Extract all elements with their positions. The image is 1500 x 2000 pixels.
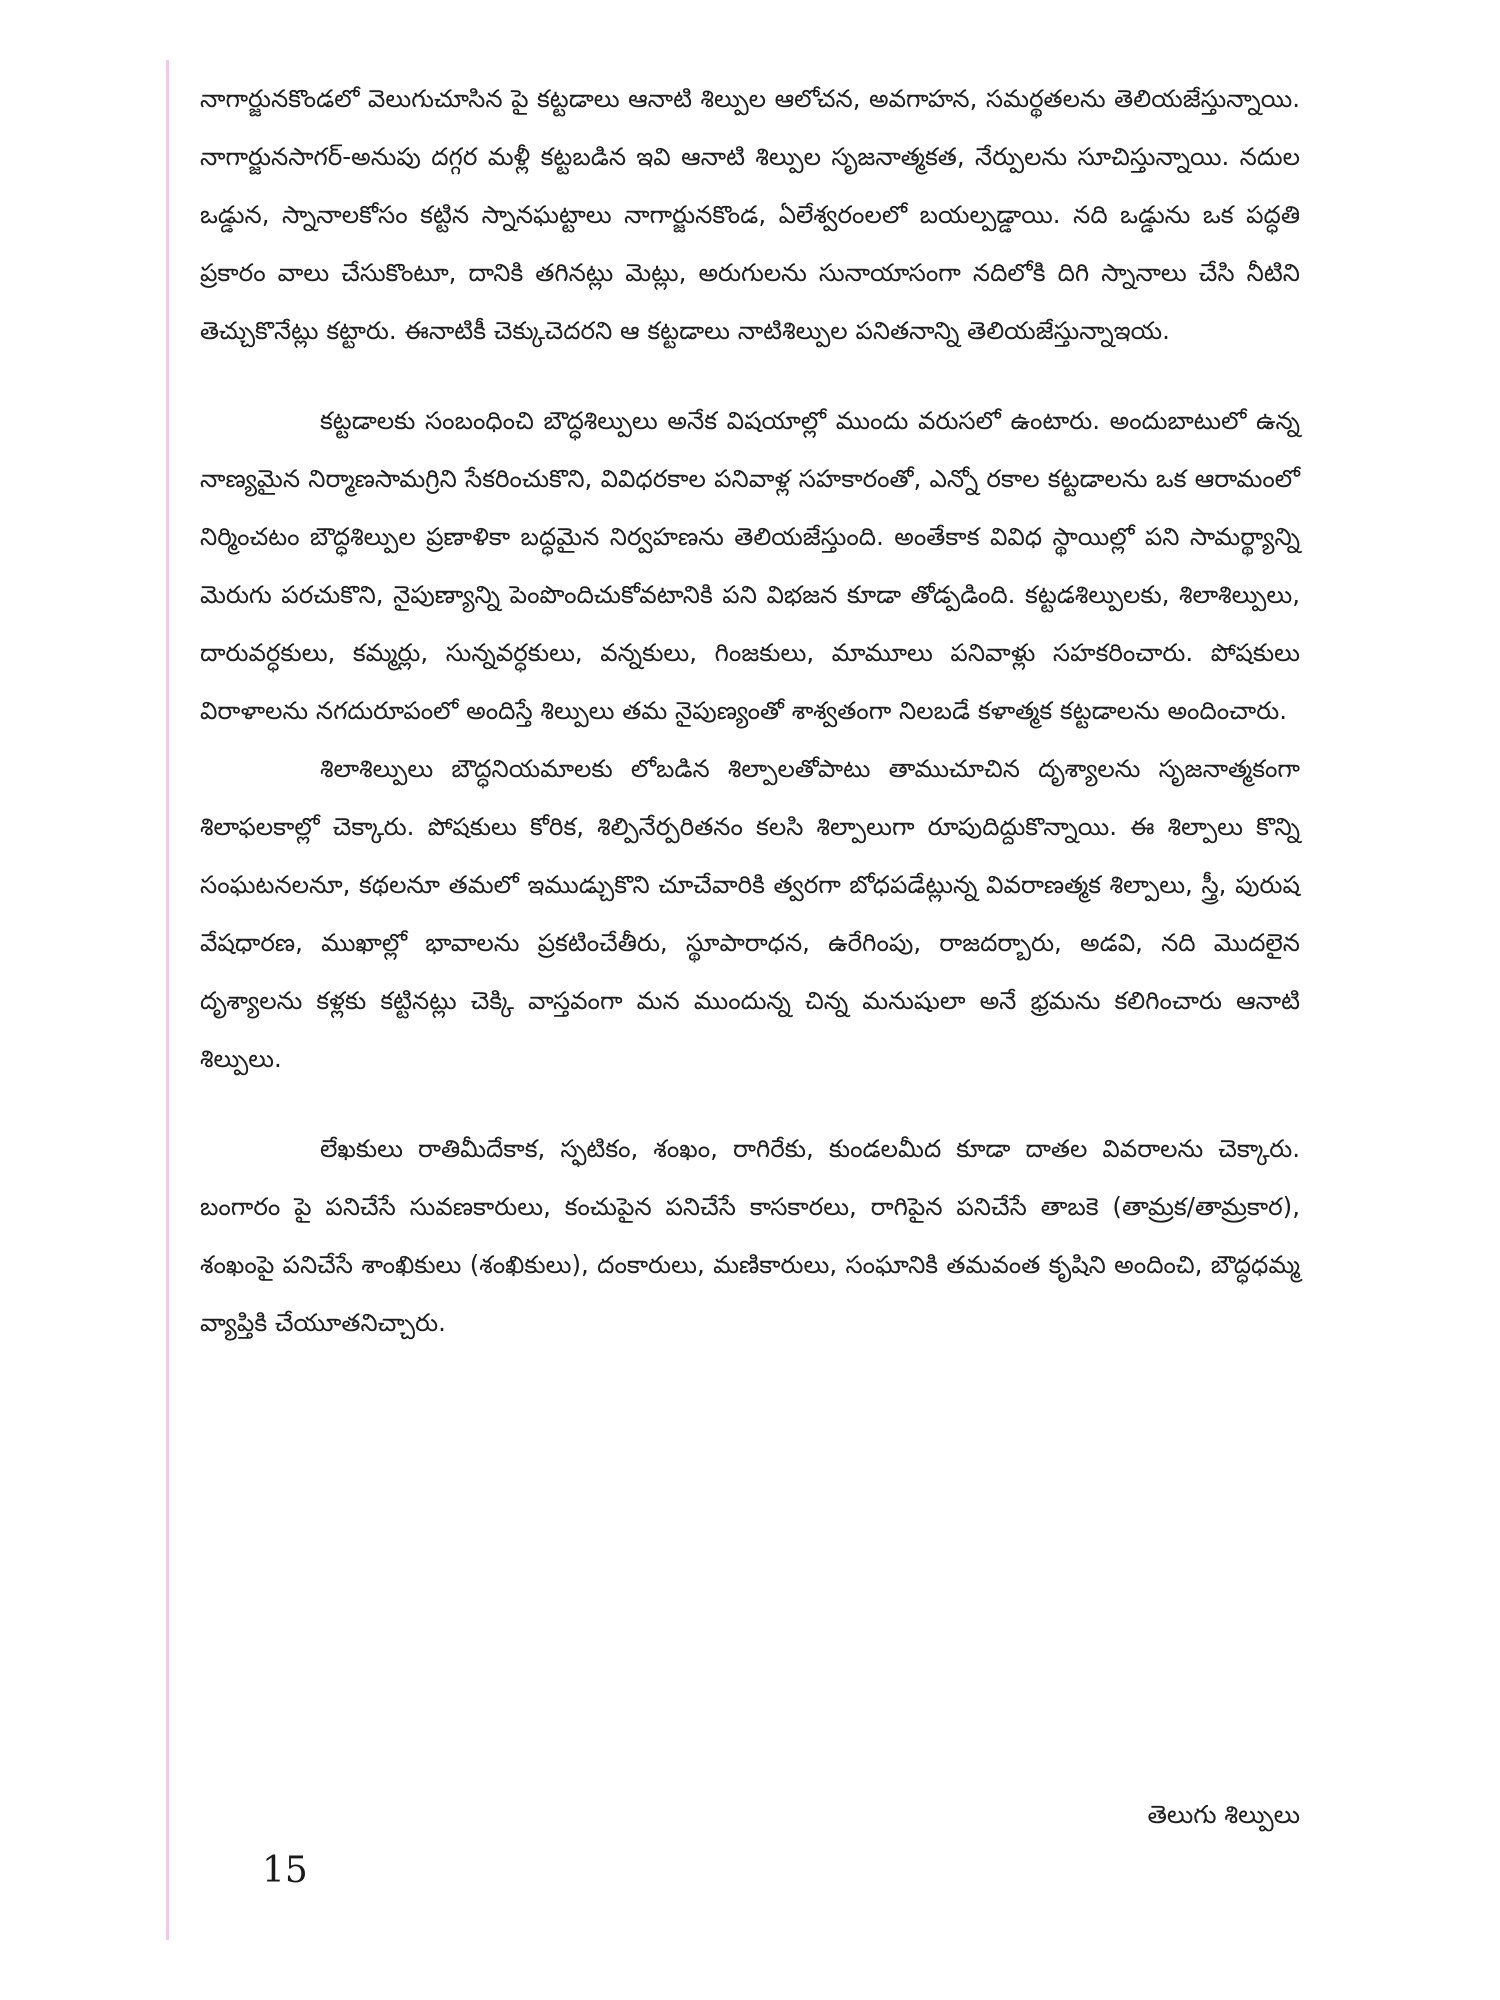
paragraph-3: శిలాశిల్పులు బౌద్ధనియమాలకు లోబడిన శిల్పాలతోపాటు తాముచూచిన దృశ్యాలను సృజనాత్మకంగా శిలాఫలకాల్లో చెక్కారు. పోషకులు కోరిక, శిల్పినేర్పరితనం కలసి శిల్పాలుగా రూపుదిద్దుకొన్నాయి. ఈ శిల్పాలు కొన్ని సంఘటనలనూ, కథలనూ తమలో ఇముడ్చుకొని చూచేవారికి త్వరగా బోధపడేట్లున్న వివరాణత్మక శిల్పాలు, స్త్రీ, పురుష వేషధారణ, ముఖాల్లో భావాలను ప్రకటించేతీరు, స్థూపారాధన, ఉరేగింపు, రాజదర్బారు, అడవి, నది మొదలైన దృశ్యాలను కళ్లకు కట్టినట్లు చెక్కి వాస్తవంగా మన ముందున్న చిన్న మనుషులా అనే భ్రమను కలిగించారు ఆనాటి శిల్పులు. [200,754,1300,1073]
body-text [200,70,1300,1352]
running-footer-title: తెలుగు శిల్పులు [1147,1800,1300,1829]
paragraph-4: లేఖకులు రాతిమీదేకాక, స్ఫటికం, శంఖం, రాగిరేకు, కుండలమీద కూడా దాతల వివరాలను చెక్కారు. బంగారం పై పనిచేసే సువణకారులు, కంచుపైన పనిచేసే కాసకారలు, రాగిపైన పనిచేసే తాబకె (తామ్రక/తామ్రకార), శంఖంపై పనిచేసే శాంఖికులు (శంఖికులు), దంకారులు, మణికారులు, సంఘానికి తమవంత కృషిని అందించి, బౌద్ధధమ్మ వ్యాప్తికి చేయూతనిచ్చారు. [200,1134,1300,1337]
paragraph-2: కట్టడాలకు సంబంధించి బౌద్ధశిల్పులు అనేక విషయాల్లో ముందు వరుసలో ఉంటారు. అందుబాటులో ఉన్న నాణ్యమైన నిర్మాణసామగ్రిని సేకరించుకొని, వివిధరకాల పనివాళ్ల సహకారంతో, ఎన్నో రకాల కట్టడాలను ఒక ఆరామంలో నిర్మించటం బౌద్ధశిల్పుల ప్రణాళికా బద్ధమైన నిర్వహణను తెలియజేస్తుంది. అంతేకాక వివిధ స్థాయిల్లో పని సామర్థ్యాన్ని మెరుగు పరచుకొని, నైపుణ్యాన్ని పెంపొందిచుకోవటానికి పని విభజన కూడా తోడ్పడింది. కట్టడశిల్పులకు, శిలాశిల్పులు, దారువర్ధకులు, కమ్మర్లు, సున్నవర్ధకులు, వన్నకులు, గింజకులు, మామూలు పనివాళ్లు సహకరించారు. పోషకులు విరాళాలను నగదురూపంలో అందిస్తే శిల్పులు తమ నైపుణ్యంతో శాశ్వతంగా నిలబడే కళాత్మక కట్టడాలను అందించారు. [200,406,1300,725]
page-number: 15 [262,1850,308,1891]
paragraph-1: నాగార్జునకొండలో వెలుగుచూసిన పై కట్టడాలు ఆనాటి శిల్పుల ఆలోచన, అవగాహన, సమర్థతలను తెలియజేస్తున్నాయి. నాగార్జునసాగర్‌-అనుపు దగ్గర మళ్లీ కట్టబడిన ఇవి ఆనాటి శిల్పుల సృజనాత్మకత, నేర్పులను సూచిస్తున్నాయి. నదుల ఒడ్డున, స్నానాలకోసం కట్టిన స్నానఘట్టాలు నాగార్జునకొండ, ఏలేశ్వరంలలో బయల్పడ్డాయి. నది ఒడ్డును ఒక పద్ధతి ప్రకారం వాలు చేసుకొంటూ, దానికి తగినట్లు మెట్లు, అరుగులను సునాయాసంగా నదిలోకి దిగి స్నానాలు చేసి నీటిని తెచ్చుకొనేట్లు కట్టారు. ఈనాటికీ చెక్కుచెదరని ఆ కట్టడాలు నాటిశిల్పుల పనితనాన్ని తెలియజేస్తున్నాఇయ. [200,84,1300,345]
page-gutter-line [166,60,169,1940]
